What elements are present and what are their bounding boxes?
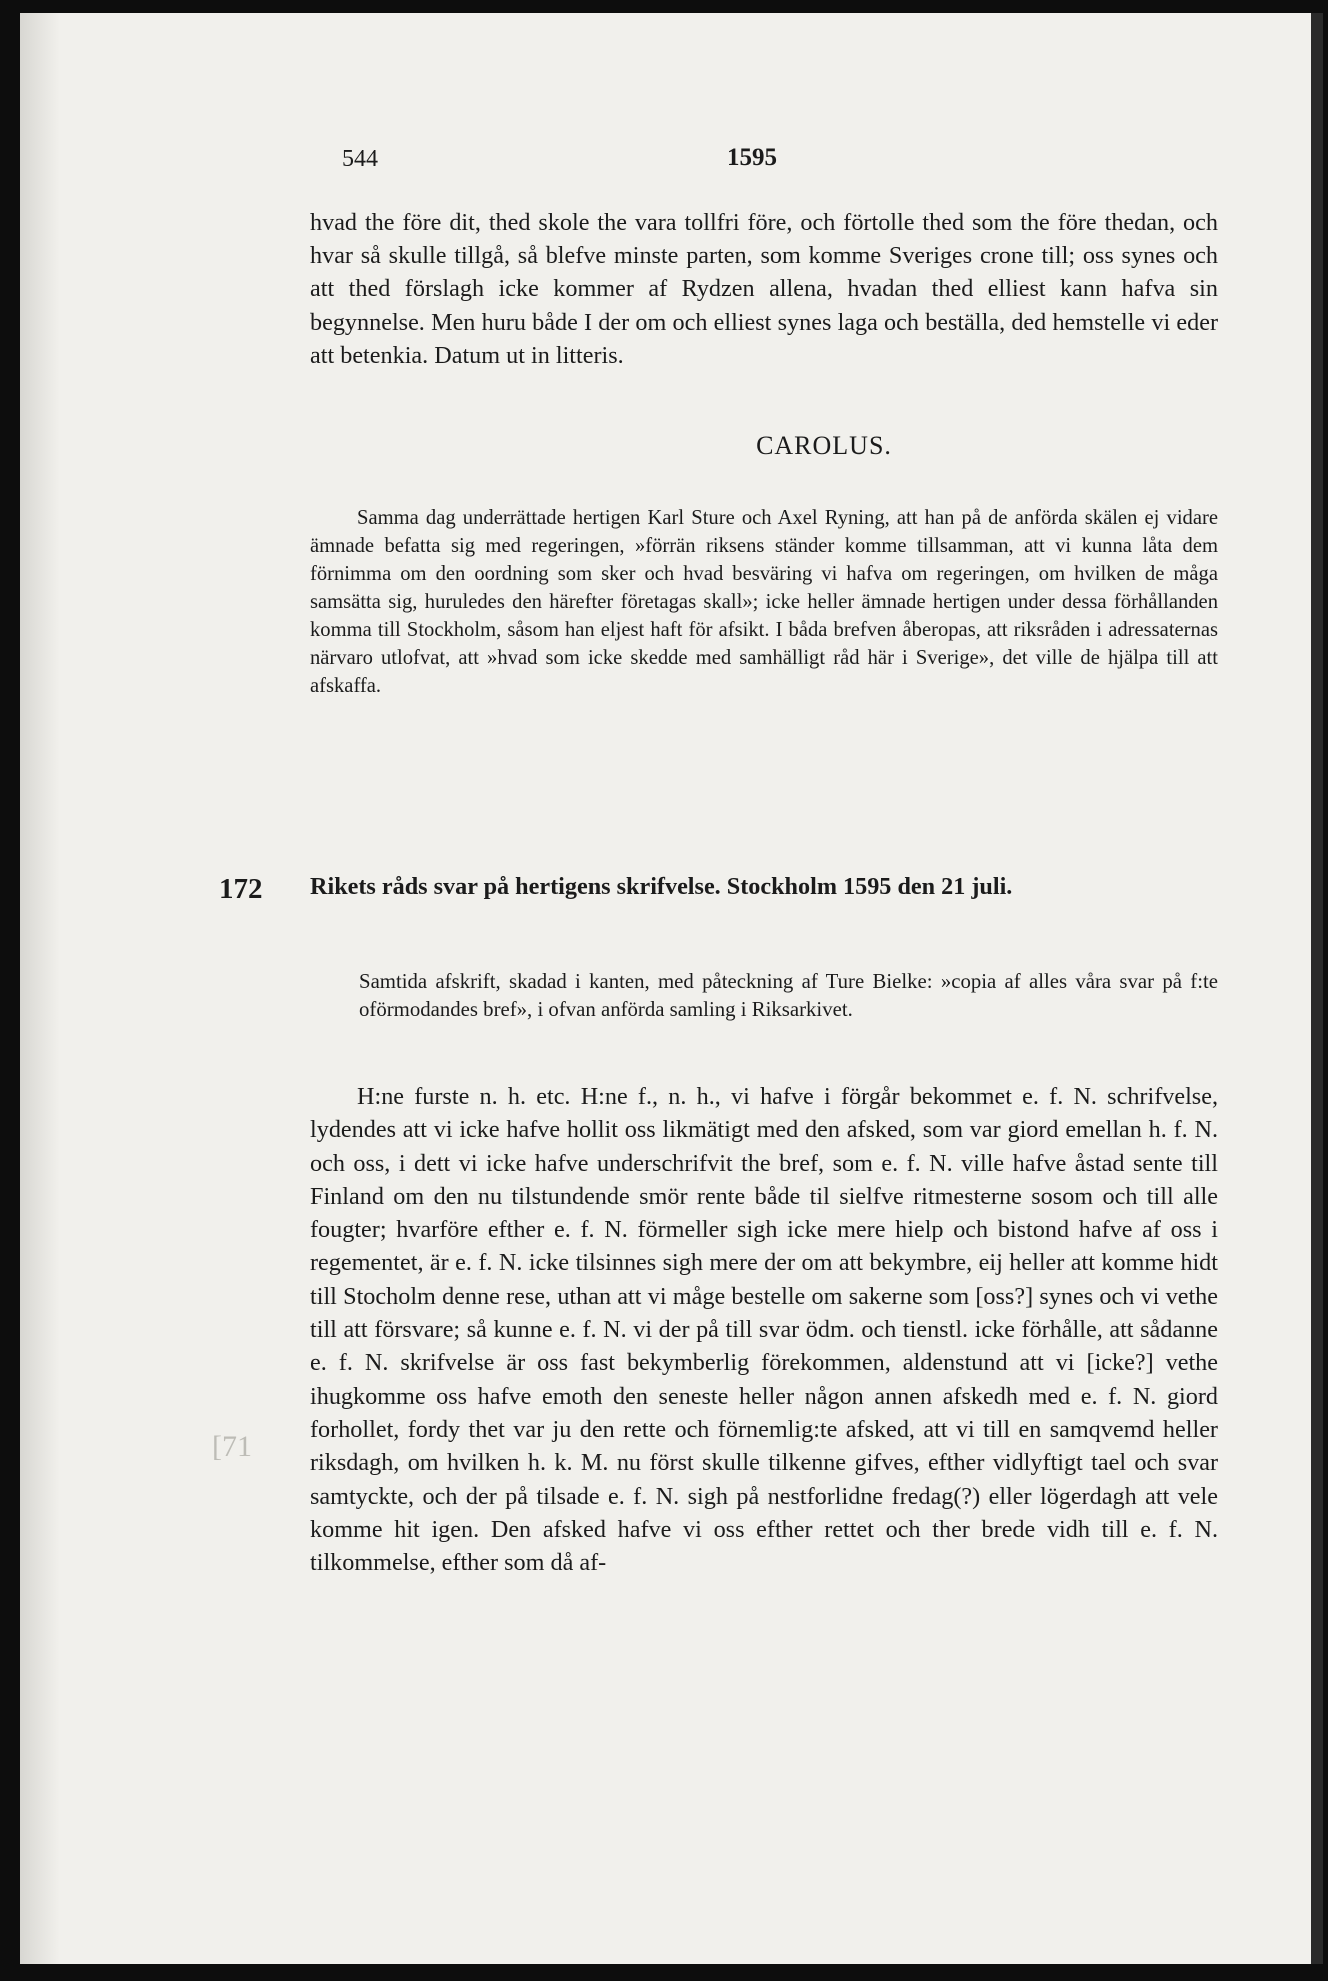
document-page <box>20 13 1323 1964</box>
source-note: Samtida afskrift, skadad i kanten, med påteckning af Ture Bielke: »copia af alles våra svar på f:te oförmodandes bref», i ofvan anförda samling i Riksarkivet. <box>359 970 1218 1021</box>
editorial-note: Samma dag underrättade hertigen Karl Sture och Axel Ryning, att han på de anförda skälen ej vidare ämnade befatta sig med regeringen, »förrän riksens ständer komme tillsamman, att vi kunna låta dem förnimma om den oordning som sker och hvad besväring vi hafva om regeringen, om hvilken de måga samsätta sig, huruledes den härefter företagas skall»; icke heller ämnade hertigen under dessa förhållanden komma till Stockholm, såsom han eljest haft för afsikt. I båda brefven åberopas, att riksråden i adressaternas närvaro utlofvat, att »hvad som icke skedde med samhälligt råd här i Sverige», det ville de hjälpa till att afskaffa. <box>310 507 1218 697</box>
document-number: 172 <box>219 873 263 905</box>
letter-body: H:ne furste n. h. etc. H:ne f., n. h., vi hafve i förgår bekommet e. f. N. schrifvelse, lydendes att vi icke hafve hollit oss likmätigt med den afsked, som var giord emellan h. f. N. och oss, i dett vi icke hafve underschrifvit the bref, som e. f. N. ville hafve åstad sente till Finland om den nu tilstundende smör rente både til sielfve ritmesterne sosom och till alle fougter; hvarföre efther e. f. N. förmeller sigh icke mere hielp och bistond hafve af oss i regementet, är e. f. N. icke tilsinnes sigh mere der om att bekymbre, eij heller att komme hidt till Stocholm denne rese, uthan att vi måge bestelle om sakerne som [oss?] synes och vi vethe till att försvare; så kunne e. f. N. vi der på till svar ödm. och tienstl. icke förhålle, att sådanne e. f. N. skrifvelse är oss fast bekymberlig förekommen, aldenstund att vi [icke?] vethe ihugkomme oss hafve emoth den seneste heller någon annen afskedh med e. f. N. giord forhollet, fordy thet var ju den rette och förnemlig:te afsked, att vi till en samqvemd heller riksdagh, om hvilken h. k. M. nu först skulle tilkenne gifves, efther vidlyftigt tael och svar samtyckte, och der på tilsade e. f. N. sigh på nestforlidne fredag(?) eller lögerdagh att vele komme hit igen. Den afsked hafve vi oss efther rettet och ther brede vidh till e. f. N. tilkommelse, efther som då af- <box>310 1083 1218 1577</box>
document-heading: Rikets råds svar på hertigens skrifvelse. Stockholm 1595 den 21 juli. <box>310 873 1013 900</box>
page-right-edge <box>1311 13 1323 1964</box>
signature: CAROLUS. <box>756 431 892 460</box>
running-header-year: 1595 <box>727 144 777 171</box>
bleed-through-margin-mark: [71 <box>212 1430 252 1463</box>
letter-text-paragraph: hvad the före dit, thed skole the vara tollfri före, och förtolle thed som the före thedan, och hvar så skulle tillgå, så blefve minste parten, som komme Sveriges crone till; oss synes och att thed förslagh icke kommer af Rydzen allena, hvadan thed elliest kann hafva sin begynnelse. Men huru både I der om och elliest synes laga och beställa, ded hemstelle vi eder att betenkia. Datum ut in litteris. <box>310 209 1218 369</box>
page-gutter-shadow <box>20 13 60 1964</box>
page-number: 544 <box>342 146 378 172</box>
